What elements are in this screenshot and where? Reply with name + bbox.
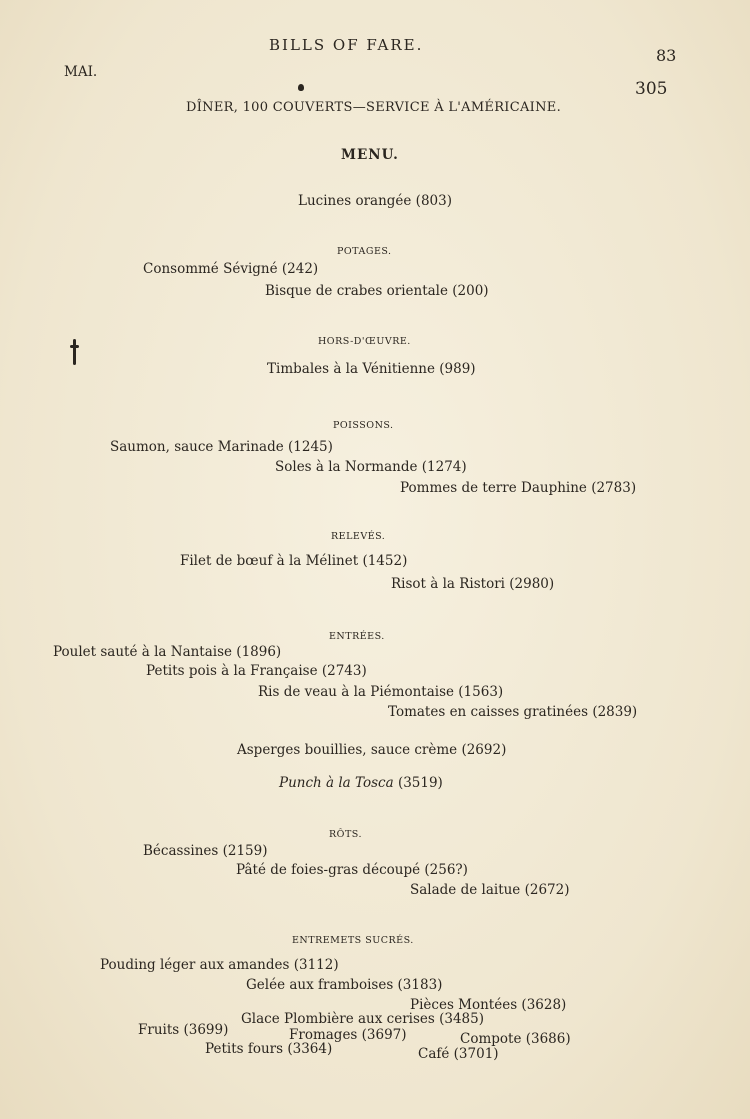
dinner-title: DÎNER, 100 COUVERTS—SERVICE À L'AMÉRICAINE. [186,100,562,115]
section-heading-rots: RÔTS. [329,829,362,840]
menu-item: Bisque de crabes orientale (200) [265,283,489,299]
menu-item: Pièces Montées (3628) [410,997,567,1013]
section-heading-hors-doeuvre: HORS-D'ŒUVRE. [318,336,411,347]
running-title: BILLS OF FARE. [269,36,424,54]
menu-item: Asperges bouillies, sauce crème (2692) [237,742,507,758]
section-heading-poissons: POISSONS. [333,420,394,431]
menu-item: Saumon, sauce Marinade (1245) [110,439,333,455]
menu-title: MENU. [341,147,399,163]
menu-item: Ris de veau à la Piémontaise (1563) [258,684,504,700]
menu-item: Fromages (3697) [289,1027,407,1043]
section-heading-potages: POTAGES. [337,246,392,257]
menu-item: Consommé Sévigné (242) [143,261,319,277]
page-number: 83 [656,46,677,65]
menu-item: Pouding léger aux amandes (3112) [100,957,339,973]
margin-ink-mark [73,339,76,365]
menu-item: Bécassines (2159) [143,843,268,859]
menu-item: Tomates en caisses gratinées (2839) [388,704,638,720]
section-heading-entremets: ENTREMETS SUCRÉS. [292,935,414,946]
menu-item: Glace Plombière aux cerises (3485) [241,1011,484,1027]
menu-item: Soles à la Normande (1274) [275,459,467,475]
menu-item: Gelée aux framboises (3183) [246,977,443,993]
menu-item: Fruits (3699) [138,1022,229,1038]
menu-item: Poulet sauté à la Nantaise (1896) [53,644,282,660]
month-label: MAI. [64,64,98,80]
punch-item [279,777,443,791]
menu-item: Pommes de terre Dauphine (2783) [400,480,637,496]
menu-item: Pâté de foies-gras découpé (256?) [236,862,468,878]
section-heading-releves: RELEVÉS. [331,531,386,542]
menu-item: Compote (3686) [460,1031,571,1047]
menu-item: Risot à la Ristori (2980) [391,576,555,592]
punch-name: Punch à la Tosca [279,775,394,791]
menu-item: Timbales à la Vénitienne (989) [267,361,476,377]
bill-number: 305 [635,79,668,99]
punch-number: (3519) [397,775,443,791]
menu-item: Filet de bœuf à la Mélinet (1452) [180,553,408,569]
menu-item: Café (3701) [418,1046,499,1062]
menu-item: Petits fours (3364) [205,1041,333,1057]
menu-item: Salade de laitue (2672) [410,882,570,898]
ink-dot-mark [298,84,304,91]
menu-item: Petits pois à la Française (2743) [146,663,367,679]
section-heading-entrees: ENTRÉES. [329,631,385,642]
menu-opening-item: Lucines orangée (803) [298,193,452,209]
